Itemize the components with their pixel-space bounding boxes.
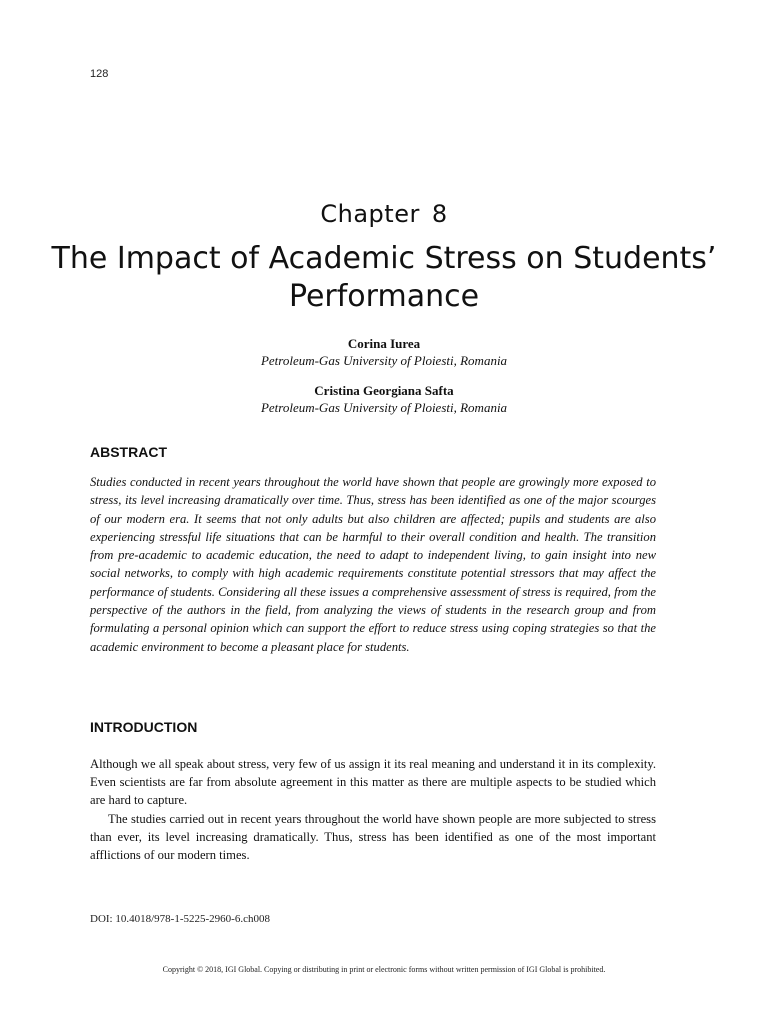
author-affiliation: Petroleum-Gas University of Ploiesti, Romania <box>260 353 508 368</box>
introduction-heading: INTRODUCTION <box>90 719 198 735</box>
chapter-word: Chapter <box>320 200 420 228</box>
page-number: 128 <box>90 68 109 80</box>
author-block-1 <box>0 335 768 369</box>
author-name: Cristina Georgiana Safta <box>314 383 454 398</box>
doi-text: DOI: 10.4018/978-1-5225-2960-6.ch008 <box>90 913 270 925</box>
author-affiliation: Petroleum-Gas University of Ploiesti, Romania <box>260 400 508 415</box>
chapter-title: The Impact of Academic Stress on Students’ Performance <box>51 241 717 314</box>
author-name: Corina Iurea <box>347 336 421 351</box>
introduction-paragraph: Although we all speak about stress, very few of us assign it its real meaning and understand it in its complexity. Even scientists are far from absolute agreement in this matter as there are multiple aspects to be studied which are hard to capture. <box>90 757 656 808</box>
abstract-text: Studies conducted in recent years throughout the world have shown that people are growingly more exposed to stress, its level increasing dramatically over time. Thus, stress has been identified as one of the major scourges of our modern era. It seems that not only adults but also children are affected; pupils and students are also experiencing stressful life situations that can be harmful to their overall condition and health. The transition from pre-academic to academic education, the need to adapt to independent living, to gain insight into new social networks, to comply with high academic requirements constitute potential stressors that may affect the performance of students. Considering all these issues a comprehensive assessment of stress is required, from the perspective of the authors in the field, from analyzing the views of students in the research group and from formulating a personal opinion which can support the effort to reduce stress using coping strategies so that the academic environment to become a pleasant place for students. <box>90 475 656 654</box>
chapter-label <box>0 200 768 228</box>
introduction-paragraph: The studies carried out in recent years throughout the world have shown people are more subjected to stress than ever, its level increasing dramatically. Thus, stress has been identified as one of the most important afflictions of our modern times. <box>90 811 656 863</box>
abstract-heading: ABSTRACT <box>90 444 167 460</box>
chapter-number: 8 <box>431 200 448 228</box>
copyright-notice: Copyright © 2018, IGI Global. Copying or distributing in print or electronic forms without written permission of IGI Global is prohibited. <box>162 965 606 974</box>
author-block-2 <box>0 382 768 416</box>
introduction-body <box>90 755 656 864</box>
